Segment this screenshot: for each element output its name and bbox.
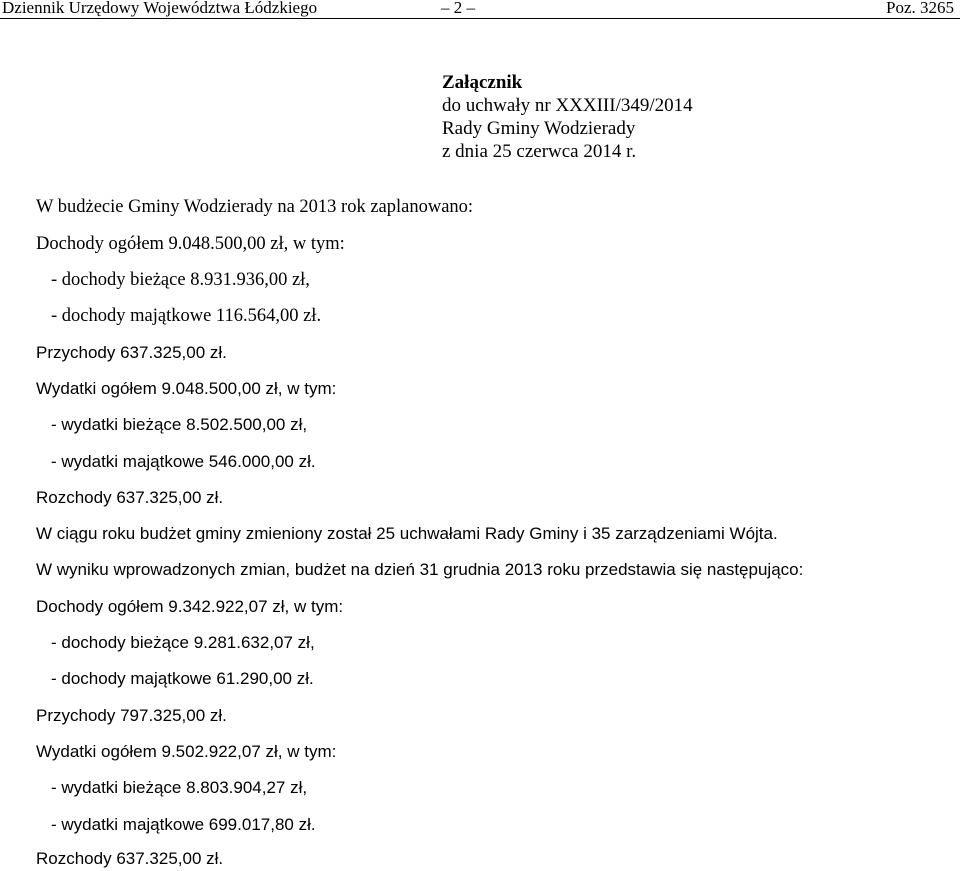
annex-title: Załącznik [442,72,523,93]
page-header [0,0,960,20]
planned-income-current: - dochody bieżące 8.931.936,00 zł, [51,270,310,290]
final-expenses-current: - wydatki bieżące 8.803.904,27 zł, [51,778,308,797]
planned-income-capital: - dochody majątkowe 116.564,00 zł. [51,306,322,326]
planned-expenses-total: Wydatki ogółem 9.048.500,00 zł, w tym: [36,379,337,398]
planned-outflows: Rozchody 637.325,00 zł. [36,488,224,507]
final-expenses-capital: - wydatki majątkowe 699.017,80 zł. [51,815,316,834]
annex-council: Rady Gminy Wodzierady [442,118,636,139]
amendments-note: W ciągu roku budżet gminy zmieniony został 25 uchwałami Rady Gminy i 35 zarządzeniami Wójta. [36,524,778,543]
final-revenue: Przychody 797.325,00 zł. [36,706,227,725]
final-income-current: - dochody bieżące 9.281.632,07 zł, [51,633,315,652]
planned-intro: W budżecie Gminy Wodzierady na 2013 rok zaplanowano: [36,197,474,217]
annex-date: z dnia 25 czerwca 2014 r. [442,141,637,162]
planned-expenses-capital: - wydatki majątkowe 546.000,00 zł. [51,452,316,471]
header-divider [0,18,960,19]
planned-income-total: Dochody ogółem 9.048.500,00 zł, w tym: [36,234,345,254]
final-outflows: Rozchody 637.325,00 zł. [36,849,224,868]
planned-expenses-current: - wydatki bieżące 8.502.500,00 zł, [51,415,308,434]
final-income-total: Dochody ogółem 9.342.922,07 zł, w tym: [36,597,344,616]
journal-title: Dziennik Urzędowy Województwa Łódzkiego [2,0,318,17]
position-number: Poz. 3265 [886,0,954,17]
page-number: – 2 – [441,0,475,17]
final-intro: W wyniku wprowadzonych zmian, budżet na dzień 31 grudnia 2013 roku przedstawia się następująco: [36,560,804,579]
planned-revenue: Przychody 637.325,00 zł. [36,343,227,362]
annex-resolution: do uchwały nr XXXIII/349/2014 [442,95,693,116]
final-expenses-total: Wydatki ogółem 9.502.922,07 zł, w tym: [36,742,337,761]
annex-block [442,71,693,163]
final-income-capital: - dochody majątkowe 61.290,00 zł. [51,669,314,688]
